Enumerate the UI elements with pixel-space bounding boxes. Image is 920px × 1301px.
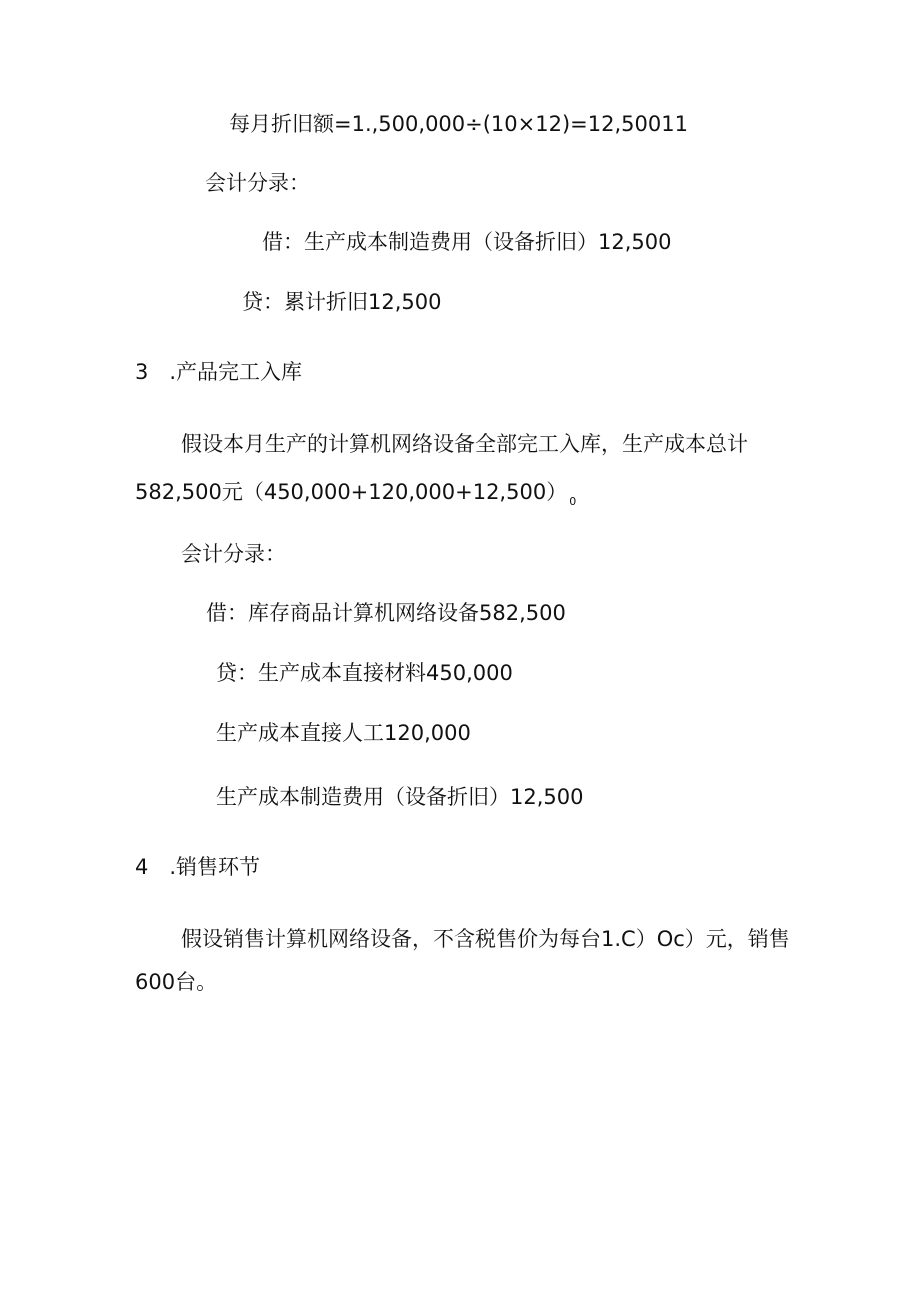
stray-subscript: 0 bbox=[569, 495, 577, 508]
paragraph-completion-line-2 bbox=[135, 478, 576, 516]
credit-manufacturing-overhead: 生产成本制造费用（设备折旧）12,500 bbox=[216, 785, 584, 809]
journal-entry-label: 会计分录： bbox=[181, 542, 286, 566]
credit-direct-materials: 贷：生产成本直接材料450,000 bbox=[216, 661, 513, 685]
paragraph-sales-line-1: 假设销售计算机网络设备，不含税售价为每台1.C）Oc）元，销售 bbox=[181, 927, 790, 951]
production-cost-total: 582,500元（450,000+120,000+12,500） bbox=[135, 480, 568, 504]
section-heading-sales: 4 .销售环节 bbox=[135, 855, 261, 879]
journal-entry-label: 会计分录： bbox=[205, 171, 310, 195]
credit-direct-labor: 生产成本直接人工120,000 bbox=[216, 721, 471, 745]
paragraph-sales-line-2: 600台。 bbox=[135, 970, 218, 994]
depreciation-formula: 每月折旧额=1.,500,000÷(10×12)=12,50011 bbox=[229, 112, 688, 136]
paragraph-completion-line-1: 假设本月生产的计算机网络设备全部完工入库，生产成本总计 bbox=[181, 432, 748, 456]
debit-manufacturing-overhead: 借：生产成本制造费用（设备折旧）12,500 bbox=[262, 230, 672, 254]
credit-accumulated-depreciation: 贷：累计折旧12,500 bbox=[242, 290, 442, 314]
section-heading-product-completion: 3 .产品完工入库 bbox=[135, 360, 303, 384]
debit-inventory-goods: 借：库存商品计算机网络设备582,500 bbox=[206, 601, 566, 625]
